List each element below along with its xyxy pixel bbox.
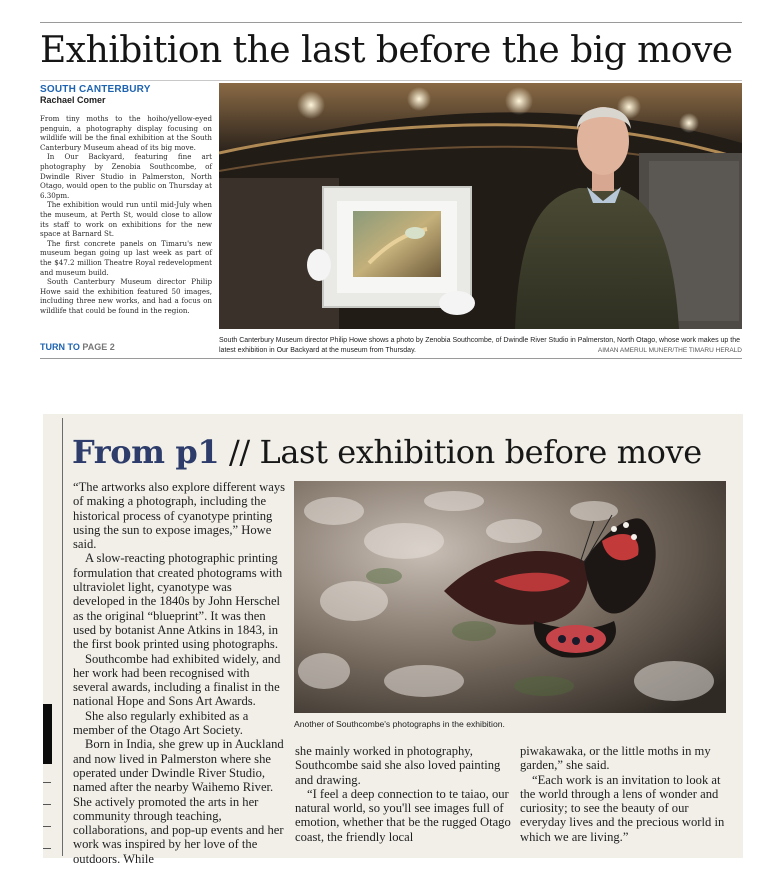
paragraph: The exhibition would run until mid-July when the museum, at Perth St, would close to allow its staff to work on exhibitions for the new space at Barnard St. xyxy=(40,200,212,239)
paragraph: She also regularly exhibited as a member of the Otago Art Society. xyxy=(73,708,249,738)
margin-tick xyxy=(43,782,51,783)
byline: Rachael Comer xyxy=(40,95,106,105)
headline-exhibition: Exhibition the last before the big move xyxy=(40,30,733,71)
bottom-rule xyxy=(40,358,742,359)
margin-tick xyxy=(43,848,51,849)
photo-credit: AIMAN AMERUL MUNER/THE TIMARU HERALD xyxy=(597,346,742,354)
turn-to-key: TURN TO xyxy=(40,342,80,352)
headline-separator: // xyxy=(219,433,260,471)
paragraph: she mainly worked in photography, Southcombe said she also loved painting and drawing. xyxy=(295,744,501,787)
article-body-column xyxy=(40,114,212,315)
turn-to-link[interactable] xyxy=(40,342,115,352)
paragraph: “The artworks also explore different ways of making a photograph, including the historical process of cyanotype printing using the sun to expose images,” Howe said. xyxy=(73,480,286,552)
continuation-column-2 xyxy=(295,744,511,844)
caption-text: South Canterbury Museum director Philip Howe shows a photo by Zenobia Southcombe, of Dwindle River Studio in Palmerston, North Otago, whose work makes up the latest exhibition in Our Backyard at the museum from Thursday. xyxy=(219,337,740,354)
paragraph: “Each work is an invitation to look at the world through a lens of wonder and curiosity; to see the beauty of our everyday lives and the precious world in which we are living.” xyxy=(520,772,725,844)
turn-to-page: PAGE 2 xyxy=(82,342,115,352)
column-rule xyxy=(62,418,63,856)
headline-continuation xyxy=(72,430,702,474)
paragraph: A slow-reacting photographic printing formulation that created photograms with ultraviolet light, cyanotype was developed in the 1840s by John Herschel as the original “blueprint”. It was then used by botanist Anne Atkins in 1843, in the first book printed using photographs. xyxy=(73,551,283,652)
continuation-column-3 xyxy=(520,744,728,844)
paragraph: Born in India, she grew up in Auckland and now lived in Palmerston where she operated under Dwindle River Studio, named after the nearby Waihemo River. She actively promoted the arts in her community through teaching, collaborations, and pop-up events and her work was inspired by her love of the outdoors. While xyxy=(73,737,284,866)
paragraph: The first concrete panels on Timaru's new museum began going up last week as part of the $47.2 million Theatre Royal redevelopment and museum build. xyxy=(40,238,212,277)
margin-tick xyxy=(43,826,51,827)
section-label: SOUTH CANTERBURY xyxy=(40,84,151,95)
headline-title: Last exhibition before move xyxy=(259,433,702,471)
continuation-column-1 xyxy=(73,480,286,866)
paragraph: “I feel a deep connection to te taiao, our natural world, so you'll see images full of emotion, whether that be the rugged Otago coast, the friendly local xyxy=(295,786,511,844)
paragraph: Southcombe had exhibited widely, and her work had been recognised with several awards, including a finalist in the national Hope and Sons Art Awards. xyxy=(73,651,281,709)
museum-director-photo xyxy=(219,83,742,329)
butterfly-photo xyxy=(294,481,726,713)
photo-caption xyxy=(219,336,742,355)
margin-tick xyxy=(43,804,51,805)
paragraph: In Our Backyard, featuring fine art photography by Zenobia Southcombe, of Dwindle River Studio in Palmerston, North Otago, would open to the public on Thursday at 6.30pm. xyxy=(40,152,212,200)
photo-caption: Another of Southcombe's photographs in the exhibition. xyxy=(294,719,505,729)
paragraph: South Canterbury Museum director Philip Howe said the exhibition featured 50 images, including three new works, and had a focus on wildlife that could be found in the region. xyxy=(40,277,212,315)
top-rule xyxy=(40,22,742,23)
headline-from-page: From p1 xyxy=(72,433,220,471)
paragraph: From tiny moths to the hoiho/yellow-eyed penguin, a photography display focusing on wildlife will be the final exhibition at the South Canterbury Museum ahead of its big move. xyxy=(40,114,212,152)
headline-underline xyxy=(40,80,742,81)
paragraph: piwakawaka, or the little moths in my garden,” she said. xyxy=(520,744,711,773)
margin-marker xyxy=(43,704,52,764)
